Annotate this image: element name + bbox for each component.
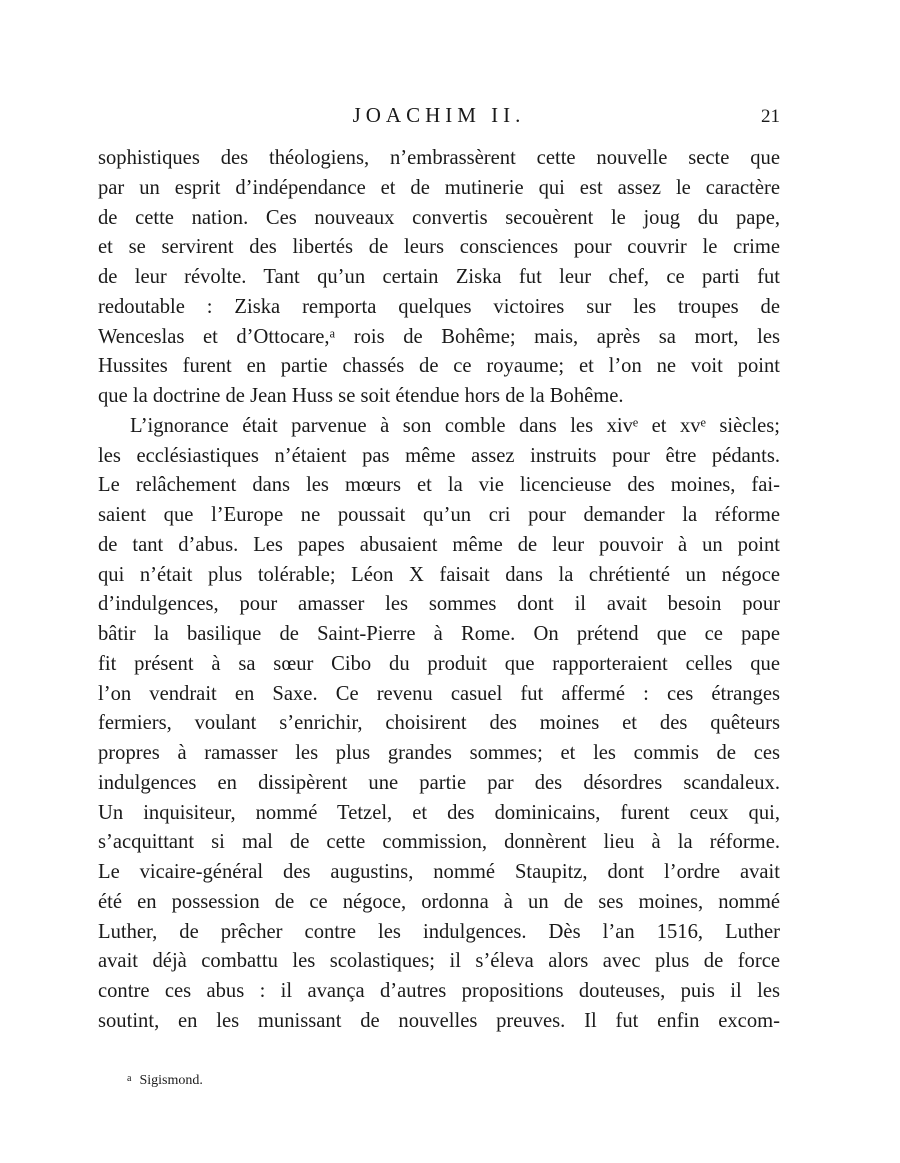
footnote-mark: a	[127, 1073, 132, 1084]
text-line: soutint, en les munissant de nouvelles preuves. Il fut enfin excom-	[98, 1009, 780, 1032]
text-line: fermiers, voulant s’enrichir, choisirent des moines et des quêteurs	[98, 712, 780, 735]
text-line: et se servirent des libertés de leurs consciences pour couvrir le crime	[98, 236, 780, 259]
footnote-text: Sigismond.	[139, 1073, 203, 1088]
text-line: Le relâchement dans les mœurs et la vie licencieuse des moines, fai-	[98, 474, 780, 497]
text-line: sophistiques des théologiens, n’embrassèrent cette nouvelle secte que	[98, 147, 780, 169]
text-line: l’on vendrait en Saxe. Ce revenu casuel fut affermé : ces étranges	[98, 682, 780, 705]
running-title: JOACHIM II.	[352, 103, 526, 127]
text-line: s’acquittant si mal de cette commission, donnèrent lieu à la réforme.	[98, 831, 780, 854]
text-line: par un esprit d’indépendance et de mutinerie qui est assez le caractère	[98, 176, 780, 199]
text-line: bâtir la basilique de Saint-Pierre à Rome. On prétend que ce pape	[98, 623, 780, 645]
text-line: avait déjà combattu les scolastiques; il s’éleva alors avec plus de force	[98, 950, 780, 973]
text-line: propres à ramasser les plus grandes sommes; et les commis de ces	[98, 742, 780, 764]
body-text	[98, 144, 780, 1037]
text-line: fit présent à sa sœur Cibo du produit que rapporteraient celles que	[98, 652, 780, 675]
text-line: Wenceslas et d’Ottocare,ᵃ rois de Bohême; mais, après sa mort, les	[98, 325, 780, 348]
text-line: Le vicaire-général des augustins, nommé Staupitz, dont l’ordre avait	[98, 861, 780, 883]
text-line: de leur révolte. Tant qu’un certain Ziska fut leur chef, ce parti fut	[98, 266, 780, 288]
text-line: qui n’était plus tolérable; Léon X faisait dans la chrétienté un négoce	[98, 563, 780, 586]
running-head	[98, 103, 780, 133]
text-line: les ecclésiastiques n’étaient pas même assez instruits pour être pédants.	[98, 444, 780, 467]
text-line: de tant d’abus. Les papes abusaient même de leur pouvoir à un point	[98, 533, 780, 556]
text-line: de cette nation. Ces nouveaux convertis secouèrent le joug du pape,	[98, 206, 780, 229]
text-line: contre ces abus : il avança d’autres propositions douteuses, puis il les	[98, 980, 780, 1002]
footnote	[127, 1073, 203, 1089]
text-line: Luther, de prêcher contre les indulgences. Dès l’an 1516, Luther	[98, 920, 780, 943]
text-line: indulgences en dissipèrent une partie par des désordres scandaleux.	[98, 771, 780, 794]
text-line: que la doctrine de Jean Huss se soit étendue hors de la Bohême.	[98, 385, 624, 407]
text-line: d’indulgences, pour amasser les sommes dont il avait besoin pour	[98, 593, 780, 616]
text-line: Un inquisiteur, nommé Tetzel, et des dominicains, furent ceux qui,	[98, 801, 780, 824]
text-line: saient que l’Europe ne poussait qu’un cri pour demander la réforme	[98, 504, 780, 526]
text-line: Hussites furent en partie chassés de ce royaume; et l’on ne voit point	[98, 355, 780, 378]
page-number: 21	[761, 106, 780, 127]
text-line: redoutable : Ziska remporta quelques victoires sur les troupes de	[98, 295, 780, 318]
text-line: été en possession de ce négoce, ordonna à un de ses moines, nommé	[98, 890, 780, 913]
paragraph-start-line: L’ignorance était parvenue à son comble dans les xivᵉ et xvᵉ siècles;	[130, 414, 780, 437]
